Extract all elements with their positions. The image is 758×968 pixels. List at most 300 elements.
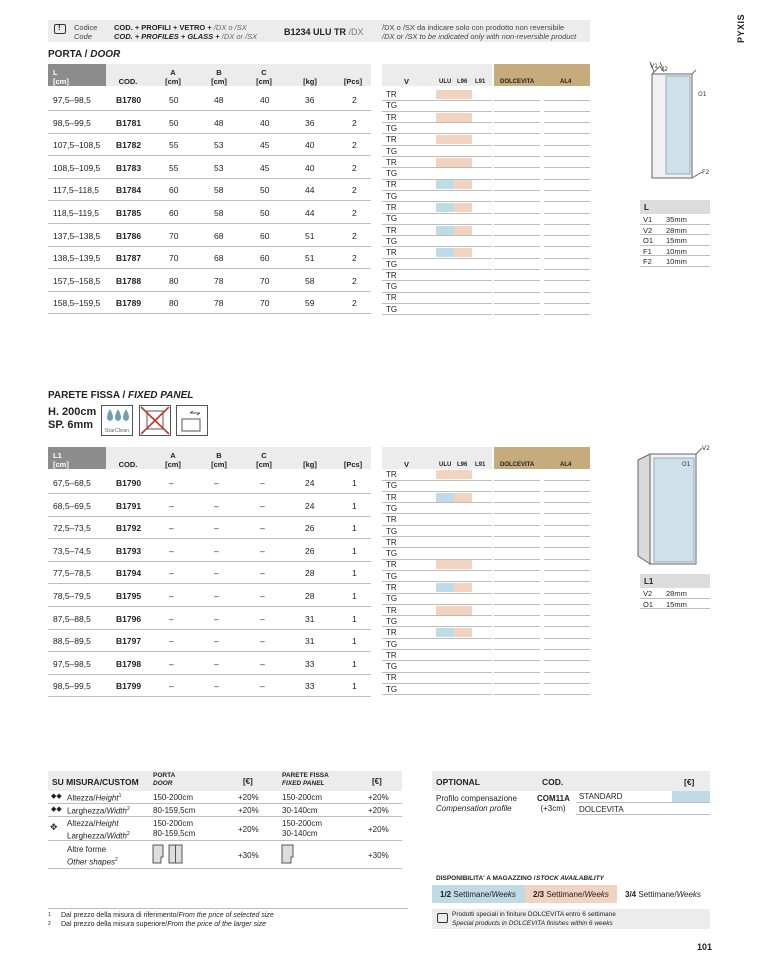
finish-cell-alu: [434, 146, 492, 158]
starclean-icon: [101, 405, 133, 436]
row-range: 97,5–98,5: [53, 95, 91, 105]
fixed-dimension-rows: [640, 588, 710, 609]
custom-height-door-pct: +20%: [238, 793, 259, 802]
finish-cell-dolcevita: [494, 281, 540, 293]
row-a: –: [169, 613, 174, 624]
door-table-row: [48, 201, 371, 224]
row-kg: 26: [305, 545, 315, 556]
row-b: 58: [214, 185, 224, 196]
finish-cell-dolcevita: [494, 304, 540, 316]
finish-cell-alu: [434, 134, 492, 146]
availability-swatch-pink: [436, 113, 472, 122]
fixed-header-l: [48, 447, 106, 469]
row-b: 58: [214, 208, 224, 218]
row-range: 73,5–74,5: [53, 545, 91, 556]
glass-type-tg: TG: [382, 146, 434, 158]
finish-cell-alu: [434, 281, 492, 293]
special-note-en: Special products in DOLCEVITA finishes within 6 weeks: [452, 919, 613, 927]
custom-height-fixed-pct: +20%: [368, 793, 389, 802]
row-code: B1795: [116, 591, 142, 601]
glass-type-tr: TR: [382, 134, 434, 146]
row-b: –: [214, 613, 219, 624]
finish-cell-dolcevita: [494, 225, 540, 237]
glass-type-tg: TG: [382, 503, 434, 515]
code-formula-bar: [48, 20, 590, 42]
finish-cell-alu: [434, 605, 492, 617]
example-code-suffix: /DX: [348, 27, 364, 37]
row-pcs: 2: [352, 275, 357, 286]
finish-cell-dolcevita: [494, 650, 540, 662]
finish-cell-alu: [434, 582, 492, 594]
door-header-cod: COD.: [118, 77, 138, 86]
finish-cell-dolcevita: [494, 593, 540, 605]
dimension-key: V2: [643, 589, 653, 598]
finish-cell-alu: [434, 514, 492, 526]
row-a: –: [169, 636, 174, 647]
optional-label: [436, 794, 517, 814]
door-drawing-o1: O1: [698, 91, 707, 98]
fixed-header-c-unit: [cm]: [256, 460, 272, 469]
door-header-a: [153, 68, 193, 86]
finish-cell-al4: [544, 225, 590, 237]
row-pcs: 1: [352, 478, 357, 488]
finish-cell-alu: [434, 179, 492, 191]
optional-cod-header: COD.: [542, 777, 564, 787]
dimension-value: 10mm: [666, 246, 687, 256]
dimension-row: [640, 235, 710, 246]
door-drawing-f2: F2: [702, 169, 710, 176]
row-a: 70: [169, 230, 179, 241]
row-kg: 31: [305, 613, 315, 624]
fixed-table-row: [48, 584, 371, 607]
row-code: B1783: [116, 162, 142, 173]
dimension-value: 28mm: [666, 225, 687, 235]
glass-type-tg: TG: [382, 213, 434, 225]
finish-cell-alu: [434, 112, 492, 124]
row-pcs: 2: [352, 95, 357, 105]
finish-cell-al4: [544, 469, 590, 481]
fixed-title-en: FIXED PANEL: [128, 390, 194, 401]
fixed-v-header-label: V: [404, 460, 410, 469]
footnote-1-en: From the price of selected size: [178, 912, 274, 919]
row-range: 68,5–69,5: [53, 500, 91, 511]
glass-type-tr: TR: [382, 492, 434, 504]
finish-cell-al4: [544, 179, 590, 191]
door-header-b-unit: [cm]: [211, 77, 227, 86]
wall-panel-icon: [176, 405, 208, 436]
finish-cell-al4: [544, 191, 590, 203]
fixed-header-c: [244, 451, 284, 469]
finish-ulu: ULU: [439, 79, 452, 85]
custom-fixed-head: [282, 772, 329, 788]
custom-row-width: [48, 804, 402, 817]
dimension-key: F1: [643, 246, 652, 256]
finish-cell-dolcevita: [494, 168, 540, 180]
glass-type-tr: TR: [382, 89, 434, 101]
finish-cell-alu: [434, 639, 492, 651]
row-a: –: [169, 545, 174, 556]
custom-height-it: Altezza/: [67, 793, 96, 803]
door-table-row: [48, 88, 371, 111]
dimension-row: [640, 588, 710, 599]
row-a: –: [169, 500, 174, 511]
optional-option-standard: [576, 791, 710, 803]
footnote-2-en: From the price of the larger size: [167, 921, 267, 928]
availability-swatch-pink: [436, 158, 472, 167]
availability-swatch-pink: [454, 628, 472, 637]
info-icon: [54, 24, 66, 34]
finish-l96: L96: [457, 79, 468, 85]
custom-other-en: Other shapes: [67, 857, 116, 867]
finish-cell-al4: [544, 582, 590, 594]
row-kg: 24: [305, 500, 315, 511]
fixed-table-row: [48, 561, 371, 584]
availability-2-en: Weeks: [584, 890, 609, 899]
custom-fixed-euro: [€]: [372, 777, 382, 786]
row-code: B1782: [116, 140, 142, 151]
height-arrows-icon: ◆◆: [51, 793, 62, 800]
row-a: –: [169, 478, 174, 488]
glass-type-tg: TG: [382, 616, 434, 628]
not-reversible-icon: [139, 405, 171, 436]
row-code: B1799: [116, 681, 142, 692]
custom-height-sup: 1: [118, 793, 122, 799]
row-b: –: [214, 478, 219, 488]
footnote-2-it: Dal prezzo della misura superiore/: [61, 921, 168, 928]
door-drawing-v1: V1: [650, 63, 658, 70]
door-table-row: [48, 178, 371, 201]
door-header-a-unit: [cm]: [165, 77, 181, 86]
row-range: 157,5–158,5: [53, 275, 101, 286]
formula-en: COD. + PROFILES + GLASS +: [114, 32, 220, 41]
row-b: –: [214, 591, 219, 601]
fixed-finish-l96: L96: [457, 462, 468, 468]
row-c: –: [260, 523, 265, 534]
dimension-key: F2: [643, 257, 652, 266]
row-kg: 40: [305, 140, 315, 151]
custom-combo-height-it: Altezza/: [67, 819, 96, 828]
custom-combo-fixed-height: 150-200cm: [282, 819, 323, 828]
custom-width-fixed-range: 30-140cm: [282, 806, 318, 815]
custom-row-other-shapes: [48, 841, 402, 869]
finish-l91: L91: [475, 79, 486, 85]
glass-type-tg: TG: [382, 571, 434, 583]
row-a: 55: [169, 140, 179, 151]
row-a: 55: [169, 162, 179, 173]
row-c: 40: [260, 95, 270, 105]
row-kg: 33: [305, 658, 315, 669]
finish-cell-al4: [544, 112, 590, 124]
row-c: 70: [260, 298, 270, 309]
glass-type-tr: TR: [382, 157, 434, 169]
finish-cell-dolcevita: [494, 684, 540, 696]
door-v-header: [382, 64, 434, 86]
availability-title-en: STOCK AVAILABILITY: [536, 875, 605, 882]
availability-swatch-blue: [436, 493, 454, 502]
fixed-table-row: [48, 674, 371, 697]
row-pcs: 1: [352, 636, 357, 647]
custom-width-en: Width: [106, 806, 127, 816]
row-kg: 28: [305, 568, 315, 579]
finish-cell-alu: [434, 492, 492, 504]
row-code: B1788: [116, 275, 142, 286]
row-b: 48: [214, 95, 224, 105]
row-kg: 36: [305, 117, 315, 128]
glass-type-tg: TG: [382, 639, 434, 651]
fixed-table-row: [48, 652, 371, 675]
finish-cell-al4: [544, 134, 590, 146]
finish-cell-al4: [544, 548, 590, 560]
availability-3-it: Settimane/: [638, 890, 677, 899]
finish-cell-alu: [434, 191, 492, 203]
finish-cell-alu: [434, 236, 492, 248]
dimension-row: [640, 599, 710, 610]
optional-code-note: (+3cm): [540, 804, 566, 813]
fixed-dimension-header: L1: [640, 574, 710, 588]
fixed-title-it: PARETE FISSA /: [48, 390, 126, 401]
availability-2-3-weeks: [525, 885, 617, 903]
optional-standard-price-cell: [672, 791, 710, 802]
finish-cell-dolcevita: [494, 582, 540, 594]
row-range: 158,5–159,5: [53, 298, 101, 309]
width-arrows-icon: ◆◆: [51, 806, 62, 813]
finish-cell-alu: [434, 480, 492, 492]
dimension-row: [640, 225, 710, 236]
dimension-row: [640, 256, 710, 267]
fixed-dimension-table: [640, 574, 710, 609]
row-code: B1797: [116, 636, 142, 647]
row-range: 138,5–139,5: [53, 253, 101, 264]
glass-type-tr: TR: [382, 514, 434, 526]
glass-type-tr: TR: [382, 292, 434, 304]
glass-type-tg: TG: [382, 304, 434, 316]
availability-swatch-pink: [454, 203, 472, 212]
finish-cell-dolcevita: [494, 179, 540, 191]
row-kg: 26: [305, 523, 315, 534]
finish-cell-al4: [544, 281, 590, 293]
row-kg: 36: [305, 95, 315, 105]
finish-cell-al4: [544, 503, 590, 515]
custom-height-door-range: 150-200cm: [153, 793, 194, 802]
availability-swatch-pink: [454, 493, 472, 502]
availability-1-num: 1/2: [440, 890, 452, 899]
finish-cell-al4: [544, 661, 590, 673]
finish-cell-dolcevita: [494, 503, 540, 515]
finish-cell-dolcevita: [494, 526, 540, 538]
finish-cell-dolcevita: [494, 469, 540, 481]
door-header-b: [199, 68, 239, 86]
custom-row-height: [48, 791, 402, 804]
row-kg: 58: [305, 275, 315, 286]
row-pcs: 1: [352, 545, 357, 556]
series-title: PYXIS: [736, 14, 746, 44]
finish-cell-dolcevita: [494, 639, 540, 651]
row-pcs: 1: [352, 523, 357, 534]
finish-cell-al4: [544, 202, 590, 214]
row-pcs: 1: [352, 681, 357, 692]
door-header-pcs: [Pcs]: [343, 77, 363, 86]
row-range: 78,5–79,5: [53, 591, 91, 601]
fixed-header-a-label: A: [170, 451, 176, 460]
dimension-value: 15mm: [666, 599, 687, 609]
custom-combo-fixed-pct: +20%: [368, 825, 389, 834]
row-c: 40: [260, 117, 270, 128]
dimension-value: 15mm: [666, 236, 687, 245]
row-pcs: 1: [352, 568, 357, 579]
optional-dolcevita-label: DOLCEVITA: [579, 805, 624, 814]
finish-cell-alu: [434, 259, 492, 271]
row-code: B1786: [116, 230, 142, 241]
custom-combo-width-en: Width: [106, 831, 127, 841]
row-code: B1792: [116, 523, 142, 534]
availability-swatch-blue: [436, 583, 454, 592]
row-kg: 28: [305, 591, 315, 601]
finish-cell-al4: [544, 157, 590, 169]
availability-swatch-pink: [436, 90, 472, 99]
finish-cell-al4: [544, 650, 590, 662]
finish-cell-al4: [544, 100, 590, 112]
door-header-l: [48, 64, 106, 86]
row-c: 50: [260, 185, 270, 196]
row-pcs: 2: [352, 230, 357, 241]
row-c: –: [260, 478, 265, 488]
custom-combo-fixed-width: 30-140cm: [282, 829, 318, 838]
availability-1-en: Weeks: [491, 890, 516, 899]
row-c: –: [260, 658, 265, 669]
special-products-note: [432, 909, 710, 929]
availability-swatch-pink: [436, 560, 472, 569]
footnote-2-num: 2: [48, 921, 51, 927]
finish-cell-dolcevita: [494, 259, 540, 271]
finish-cell-dolcevita: [494, 112, 540, 124]
finish-cell-al4: [544, 616, 590, 628]
door-dimension-table: [640, 200, 710, 267]
optional-euro-header: [€]: [684, 777, 695, 787]
row-code: B1789: [116, 298, 142, 309]
door-header-l-label: L: [53, 68, 58, 77]
row-c: 50: [260, 208, 270, 218]
footnote-1-it: Dal prezzo della misura di riferimento/: [61, 912, 179, 919]
fixed-finish-dolcevita: DOLCEVITA: [500, 462, 535, 468]
door-header-a-label: A: [170, 68, 176, 77]
glass-type-tr: TR: [382, 650, 434, 662]
dimension-key: O1: [643, 236, 654, 245]
row-code: B1790: [116, 478, 142, 488]
row-pcs: 2: [352, 140, 357, 151]
finish-cell-dolcevita: [494, 480, 540, 492]
code-formula: [114, 23, 257, 41]
code-note: [382, 23, 576, 41]
fixed-header-b-label: B: [216, 451, 222, 460]
row-pcs: 1: [352, 658, 357, 669]
fixed-finish-header-gold: [494, 447, 590, 469]
door-finish-header-gold: [494, 64, 590, 86]
availability-swatch-blue: [436, 248, 454, 257]
finish-cell-alu: [434, 593, 492, 605]
row-a: –: [169, 568, 174, 579]
door-dimension-header: L: [640, 200, 710, 214]
door-drawing-v2: V2: [660, 66, 668, 73]
glass-type-tr: TR: [382, 672, 434, 684]
finish-cell-al4: [544, 559, 590, 571]
row-code: B1784: [116, 185, 142, 196]
finish-cell-al4: [544, 480, 590, 492]
door-section-title: [48, 49, 120, 60]
optional-label-it: Profilo compensazione: [436, 794, 517, 803]
finish-cell-al4: [544, 672, 590, 684]
finish-cell-dolcevita: [494, 559, 540, 571]
finish-cell-alu: [434, 571, 492, 583]
row-b: 68: [214, 253, 224, 264]
row-a: 80: [169, 298, 179, 309]
door-table-row: [48, 291, 371, 314]
glass-type-tg: TG: [382, 593, 434, 605]
availability-swatch-pink: [454, 180, 472, 189]
custom-height-fixed-range: 150-200cm: [282, 793, 323, 802]
footnotes: [48, 908, 408, 930]
finish-cell-alu: [434, 225, 492, 237]
door-table-row: [48, 156, 371, 179]
door-header-kg: [kg]: [303, 77, 317, 86]
row-a: –: [169, 523, 174, 534]
row-a: –: [169, 658, 174, 669]
fixed-header-c-label: C: [261, 451, 267, 460]
custom-title: SU MISURA/CUSTOM: [52, 777, 139, 787]
finish-cell-dolcevita: [494, 514, 540, 526]
finish-cell-al4: [544, 304, 590, 316]
custom-door-euro: [€]: [243, 777, 253, 786]
custom-combo-door-height: 150-200cm: [153, 819, 194, 828]
door-table-row: [48, 224, 371, 247]
row-pcs: 2: [352, 162, 357, 173]
glass-type-tr: TR: [382, 202, 434, 214]
row-c: –: [260, 636, 265, 647]
row-kg: 59: [305, 298, 315, 309]
row-b: 78: [214, 298, 224, 309]
finish-cell-dolcevita: [494, 492, 540, 504]
formula-en-tail: /DX or /SX: [221, 32, 258, 41]
row-range: 87,5–88,5: [53, 613, 91, 624]
finish-cell-alu: [434, 650, 492, 662]
glass-type-tr: TR: [382, 270, 434, 282]
row-kg: 51: [305, 253, 315, 264]
finish-cell-alu: [434, 661, 492, 673]
availability-swatch-pink: [454, 248, 472, 257]
finish-cell-alu: [434, 526, 492, 538]
row-pcs: 2: [352, 298, 357, 309]
finish-cell-al4: [544, 270, 590, 282]
row-range: 72,5–73,5: [53, 523, 91, 534]
optional-label-en: Compensation profile: [436, 804, 512, 813]
finish-cell-al4: [544, 247, 590, 259]
row-c: –: [260, 613, 265, 624]
optional-title: OPTIONAL: [436, 777, 480, 787]
finish-cell-dolcevita: [494, 571, 540, 583]
finish-cell-alu: [434, 684, 492, 696]
door-header-c: [244, 68, 284, 86]
row-a: 50: [169, 95, 179, 105]
fixed-table-row: [48, 629, 371, 652]
availability-1-it: Settimane/: [453, 890, 492, 899]
door-finish-header-alu: [434, 64, 492, 86]
glass-type-tr: TR: [382, 179, 434, 191]
custom-combo-height-en: Height: [95, 819, 119, 828]
glass-type-tr: TR: [382, 112, 434, 124]
custom-other-sup: 2: [115, 857, 118, 863]
finish-cell-alu: [434, 100, 492, 112]
glass-type-tr: TR: [382, 559, 434, 571]
fixed-table-row: [48, 494, 371, 517]
